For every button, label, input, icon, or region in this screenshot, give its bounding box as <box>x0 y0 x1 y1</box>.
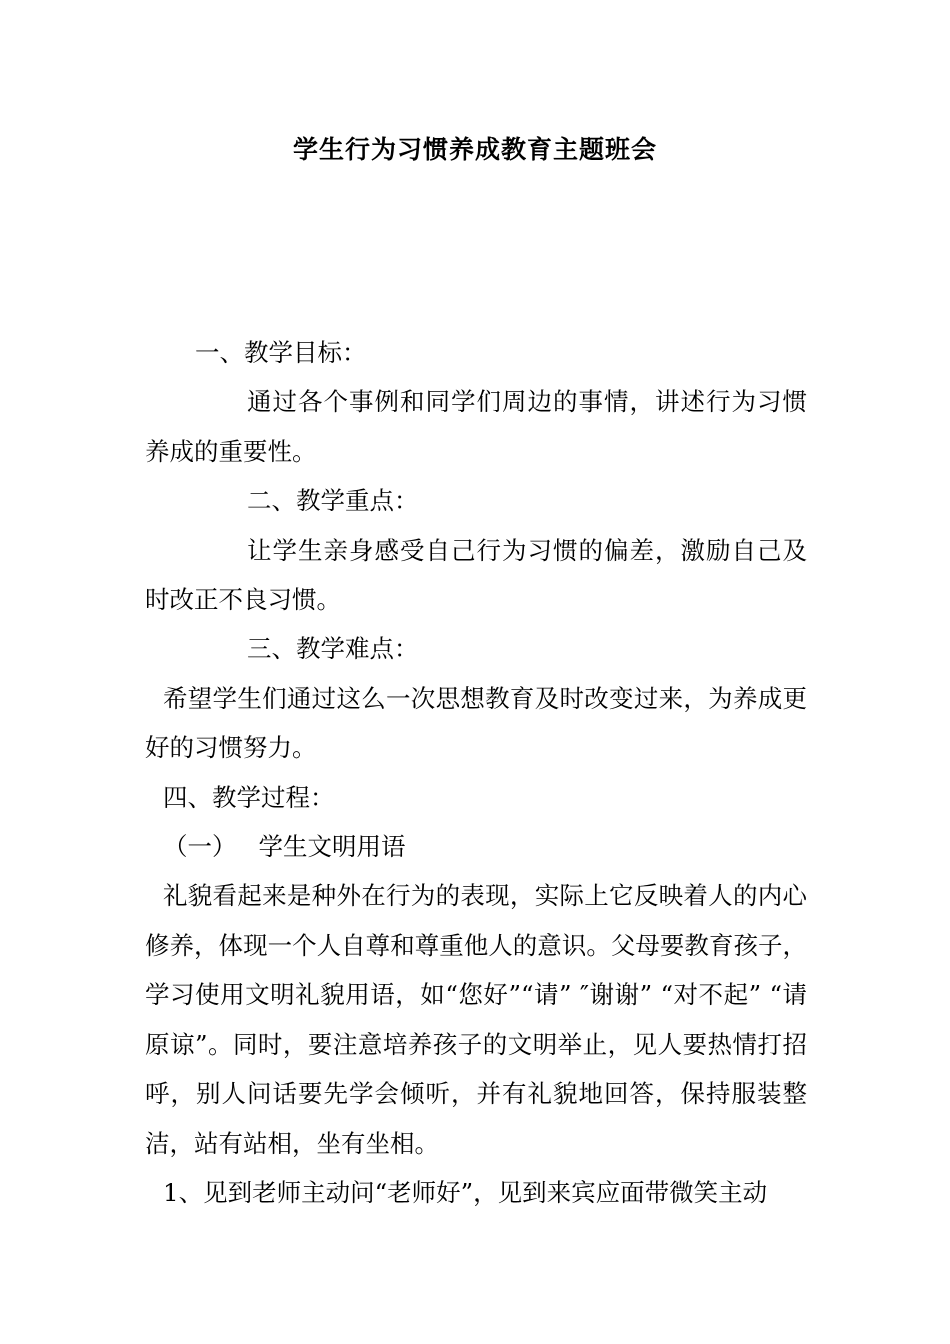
document-body <box>145 328 807 1217</box>
difficulty-text: 希望学生们通过这么一次思想教育及时改变过来，为养成更好的习惯努力。 <box>145 683 807 763</box>
courtesy-paragraph: 礼貌看起来是种外在行为的表现，实际上它反映着人的内心修养，体现一个人自尊和尊重他人的意识。父母要教育孩子，学习使用文明礼貌用语，如“您好”“请” ″谢谢” “对不起” “请原谅”。同时，要注意培养孩子的文明举止，见人要热情打招呼，别人问话要先学会倾听，并有礼貌地回答，保持服装整洁，站有站相，坐有坐相。 <box>145 881 807 1158</box>
difficulty-heading: 三、教学难点： <box>247 634 419 664</box>
goal-heading: 一、教学目标： <box>195 338 367 367</box>
process-heading: 四、教学过程： <box>163 782 335 812</box>
goal-text: 通过各个事例和同学们周边的事情，讲述行为习惯养成的重要性。 <box>145 387 807 466</box>
key-heading: 二、教学重点： <box>247 486 419 516</box>
subsection-heading <box>145 822 807 871</box>
subsection-title: 学生文明用语 <box>258 832 406 862</box>
list-item-1: 1、见到老师主动问“老师好”，见到来宾应面带微笑主动 <box>163 1177 768 1207</box>
document-title: 学生行为习惯养成教育主题班会 <box>292 135 657 164</box>
subsection-number: （一） <box>163 832 237 862</box>
key-text: 让学生亲身感受自己行为习惯的偏差，激励自己及时改正不良习惯。 <box>145 535 807 615</box>
